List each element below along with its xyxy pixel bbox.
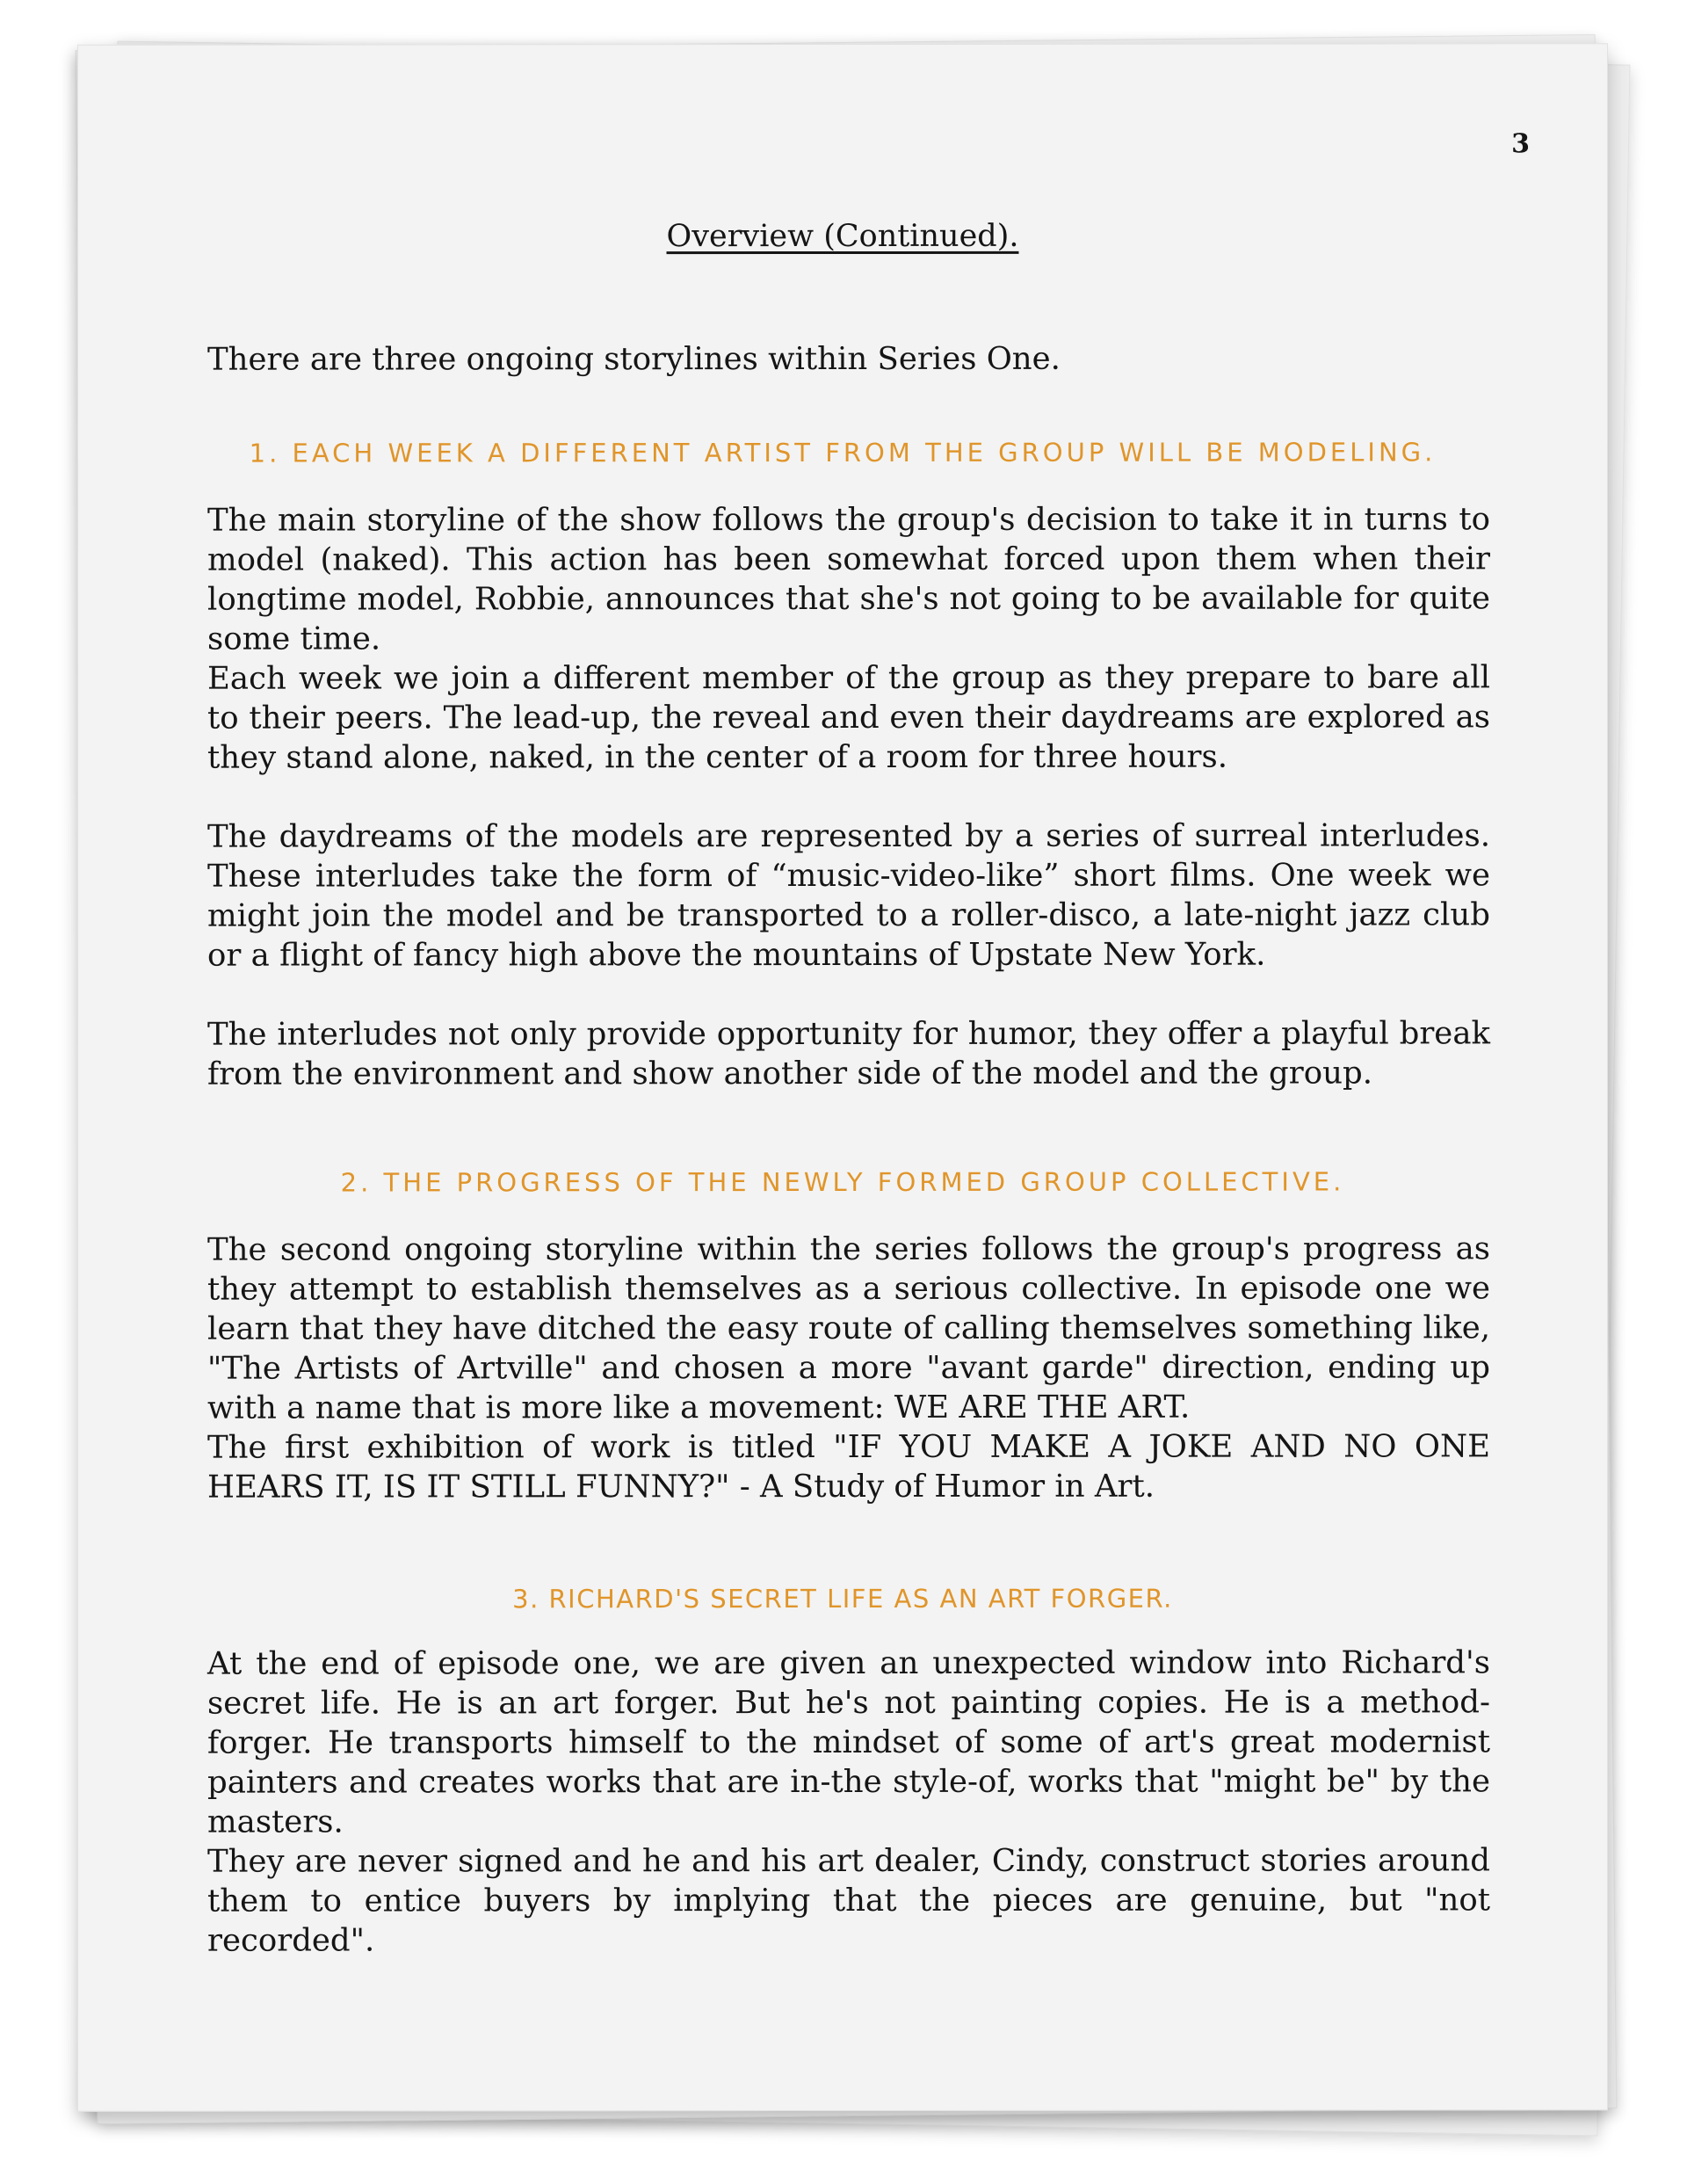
section-3-body — [207, 1643, 1490, 1960]
intro-paragraph: There are three ongoing storylines within Series One. — [207, 340, 1061, 378]
section-2-paragraph-1: The second ongoing storyline within the series follows the group's progress as they attempt to establish themselves as a serious collective. In episode one we learn that they have ditched the easy route of calling themselves something like, "The Artists of Artville" and chosen a more "avant garde" direction, ending up with a name that is more like a movement: WE ARE THE ART. — [207, 1230, 1490, 1426]
section-1-paragraph-1: The main storyline of the show follows the group's decision to take it in turns to model (naked). This action has been somewhat forced upon them when their longtime model, Robbie, announces that she's not going to be available for quite some time. — [207, 501, 1490, 657]
section-1-paragraph-3: The daydreams of the models are represented by a series of surreal interludes. These interludes take the form of “music-video-like” short films. One week we might join the model and be transported to a roller-disco, a late-night jazz club or a flight of fancy high above the mountains of Upstate New York. — [207, 817, 1490, 974]
section-2-body — [207, 1229, 1490, 1506]
section-2-paragraph-2: The first exhibition of work is titled "IF YOU MAKE A JOKE AND NO ONE HEARS IT, IS IT STILL FUNNY?" - A Study of Humor in Art. — [207, 1428, 1490, 1506]
front-page — [77, 43, 1608, 2112]
page-title: Overview (Continued). — [666, 218, 1019, 255]
section-3-paragraph-1: At the end of episode one, we are given an unexpected window into Richard's secret life. He is an art forger. But he's not painting copies. He is a method-forger. He transports himself to the mindset of some of art's great modernist painters and creates works that are in-the style-of, works that "might be" by the masters. — [207, 1644, 1490, 1840]
section-1-paragraph-4: The interludes not only provide opportunity for humor, they offer a playful break from the environment and show another side of the model and the group. — [207, 1015, 1490, 1092]
section-1-heading: 1. EACH WEEK A DIFFERENT ARTIST FROM THE GROUP WILL BE MODELING. — [249, 437, 1437, 468]
section-2-heading: 2. THE PROGRESS OF THE NEWLY FORMED GROUP COLLECTIVE. — [340, 1166, 1345, 1198]
section-3-heading: 3. RICHARD'S SECRET LIFE AS AN ART FORGER. — [512, 1583, 1173, 1614]
page-number: 3 — [1511, 128, 1530, 160]
section-1-paragraph-2: Each week we join a different member of the group as they prepare to bare all to their peers. The lead-up, the reveal and even their daydreams are explored as they stand alone, naked, in the center of a room for three hours. — [207, 659, 1490, 776]
section-3-paragraph-2: They are never signed and he and his art dealer, Cindy, construct stories around them to entice buyers by implying that the pieces are genuine, but "not recorded". — [207, 1842, 1490, 1959]
page-content — [78, 44, 1607, 2111]
